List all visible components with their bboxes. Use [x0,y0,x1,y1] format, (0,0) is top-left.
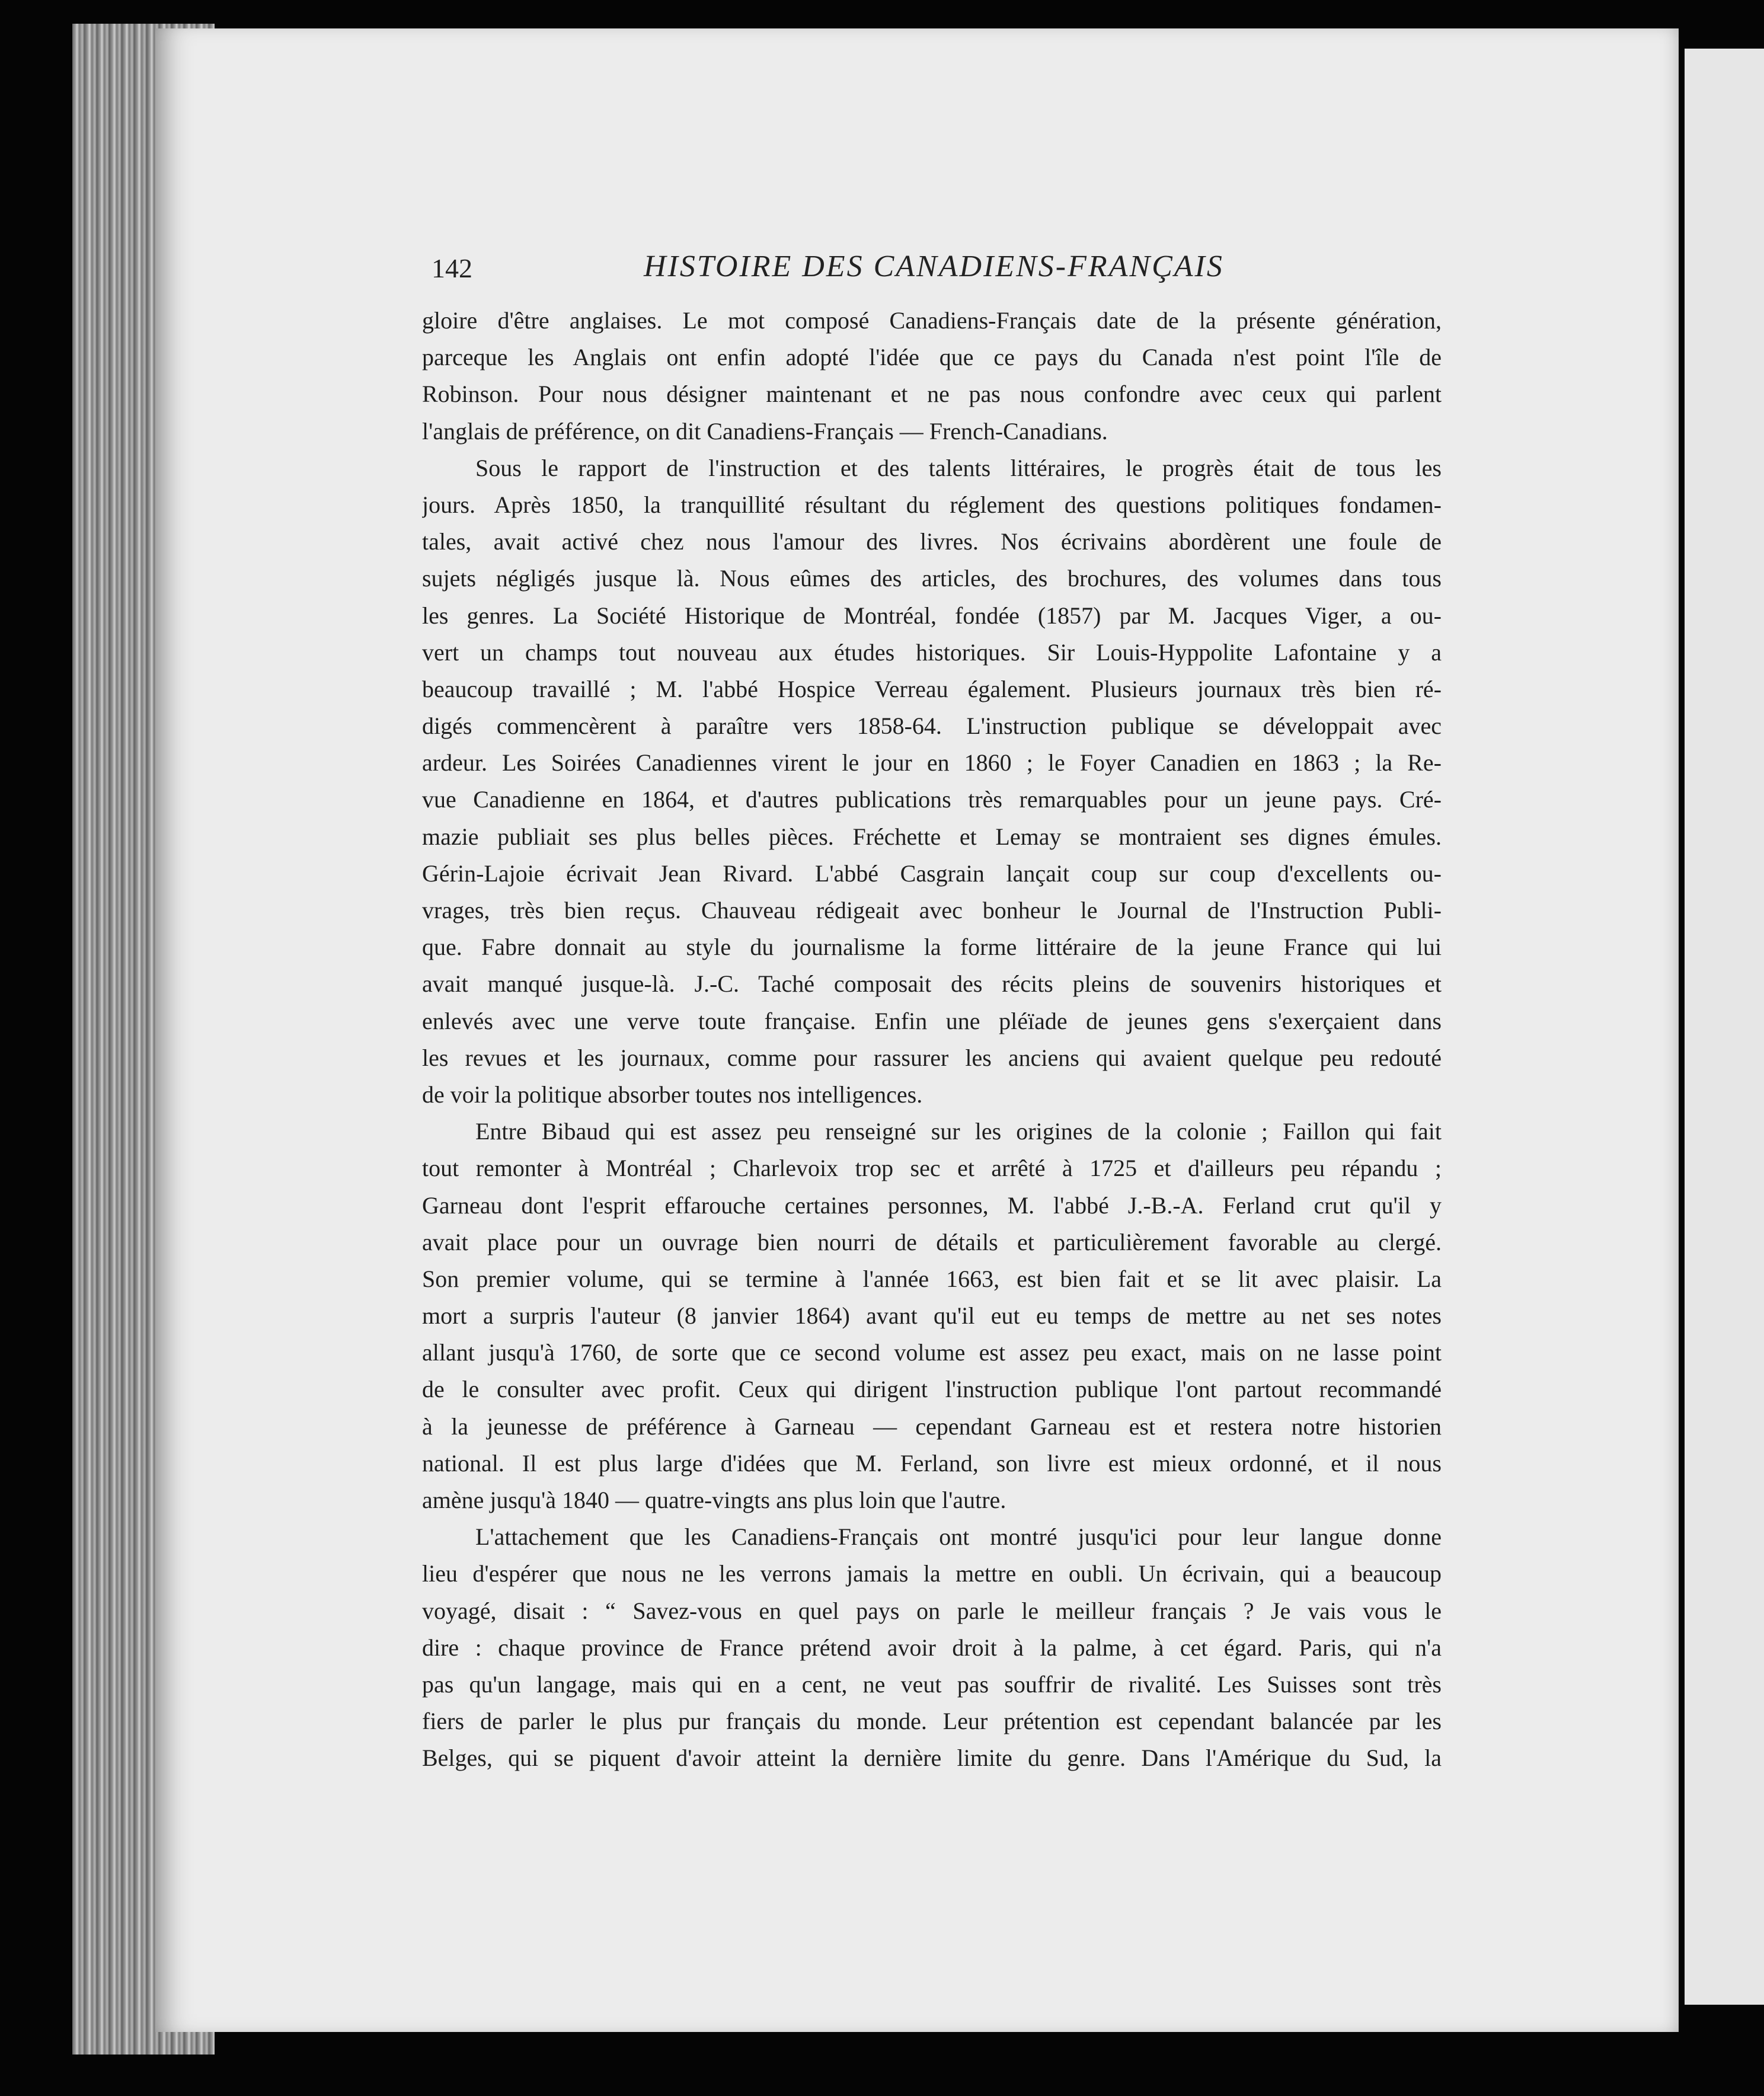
text-line: L'attachement que les Canadiens-Français ont montré jusqu'ici pour leur langue donne [475,1523,1442,1551]
text-line: de le consulter avec profit. Ceux qui dirigent l'instruction publique l'ont partout recommandé [422,1376,1442,1403]
text-line: vert un champs tout nouveau aux études historiques. Sir Louis-Hyppolite Lafontaine y a [422,638,1442,666]
text-line: digés commencèrent à paraître vers 1858-64. L'instruction publique se développait avec [422,712,1442,740]
text-line: national. Il est plus large d'idées que M. Ferland, son livre est mieux ordonné, et il nous [422,1449,1442,1477]
text-line: voyagé, disait : “ Savez-vous en quel pays on parle le meilleur français ? Je vais vous le [422,1597,1442,1624]
text-line: Sous le rapport de l'instruction et des talents littéraires, le progrès était de tous les [475,454,1442,481]
text-line: les revues et les journaux, comme pour rassurer les anciens qui avaient quelque peu redouté [422,1044,1442,1071]
text-line: tout remonter à Montréal ; Charlevoix trop sec et arrêté à 1725 et d'ailleurs peu répandu ; [422,1155,1442,1182]
text-line: tales, avait activé chez nous l'amour des livres. Nos écrivains abordèrent une foule de [422,528,1442,555]
text-line: lieu d'espérer que nous ne les verrons jamais la mettre en oubli. Un écrivain, qui a beaucoup [422,1560,1442,1587]
running-head [432,249,1439,290]
text-line: amène jusqu'à 1840 — quatre-vingts ans plus loin que l'autre. [422,1487,1006,1513]
text-line: à la jeunesse de préférence à Garneau — cependant Garneau est et restera notre historien [422,1413,1442,1440]
text-line: parceque les Anglais ont enfin adopté l'idée que ce pays du Canada n'est point l'île de [422,344,1442,371]
facing-page-edge [1685,49,1764,2005]
text-line: l'anglais de préférence, on dit Canadiens-Français — French-Canadians. [422,417,1108,445]
text-line: vue Canadienne en 1864, et d'autres publications très remarquables pour un jeune pays. Cré- [422,786,1442,813]
text-line: Gérin-Lajoie écrivait Jean Rivard. L'abbé Casgrain lançait coup sur coup d'excellents ou- [422,860,1442,887]
text-line: vrages, très bien reçus. Chauveau rédigeait avec bonheur le Journal de l'Instruction Publi- [422,897,1442,924]
text-line: mazie publiait ses plus belles pièces. Fréchette et Lemay se montraient ses dignes émules. [422,823,1442,850]
text-line: ardeur. Les Soirées Canadiennes virent le jour en 1860 ; le Foyer Canadien en 1863 ; la Re- [422,749,1442,777]
text-line: beaucoup travaillé ; M. l'abbé Hospice Verreau également. Plusieurs journaux très bien ré- [422,675,1442,702]
running-title: HISTOIRE DES CANADIENS-FRANÇAIS [644,250,1224,283]
text-line: fiers de parler le plus pur français du monde. Leur prétention est cependant balancée par les [422,1708,1442,1735]
text-line: enlevés avec une verve toute française. Enfin une pléïade de jeunes gens s'exerçaient dans [422,1007,1442,1034]
page-number: 142 [432,253,472,283]
text-line: que. Fabre donnait au style du journalisme la forme littéraire de la jeune France qui lui [422,934,1442,961]
text-line: Belges, qui se piquent d'avoir atteint la dernière limite du genre. Dans l'Amérique du Sud, la [422,1744,1442,1772]
text-line: mort a surpris l'auteur (8 janvier 1864) avant qu'il eut eu temps de mettre au net ses notes [422,1302,1442,1330]
text-line: dire : chaque province de France prétend avoir droit à la palme, à cet égard. Paris, qui n'a [422,1634,1442,1661]
text-line: avait manqué jusque-là. J.-C. Taché composait des récits pleins de souvenirs historiques et [422,970,1442,998]
text-line: sujets négligés jusque là. Nous eûmes des articles, des brochures, des volumes dans tous [422,565,1442,592]
text-line: Robinson. Pour nous désigner maintenant et ne pas nous confondre avec ceux qui parlent [422,381,1442,408]
text-line: jours. Après 1850, la tranquillité résultant du réglement des questions politiques fondamen- [422,491,1442,518]
text-line: les genres. La Société Historique de Montréal, fondée (1857) par M. Jacques Viger, a ou- [422,602,1442,629]
text-line: Entre Bibaud qui est assez peu renseigné sur les origines de la colonie ; Faillon qui fait [475,1118,1442,1145]
text-line: avait place pour un ouvrage bien nourri de détails et particulièrement favorable au clergé. [422,1228,1442,1255]
text-line: de voir la politique absorber toutes nos intelligences. [422,1081,923,1108]
text-line: pas qu'un langage, mais qui en a cent, ne veut pas souffrir de rivalité. Les Suisses sont très [422,1670,1442,1698]
text-line: Garneau dont l'esprit effarouche certaines personnes, M. l'abbé J.-B.-A. Ferland crut qu'il y [422,1191,1442,1219]
text-line: Son premier volume, qui se termine à l'année 1663, est bien fait et se lit avec plaisir. La [422,1265,1442,1292]
text-line: allant jusqu'à 1760, de sorte que ce second volume est assez peu exact, mais on ne lasse point [422,1339,1442,1366]
text-line: gloire d'être anglaises. Le mot composé Canadiens-Français date de la présente génération, [422,307,1442,334]
body-text [422,302,1442,1777]
